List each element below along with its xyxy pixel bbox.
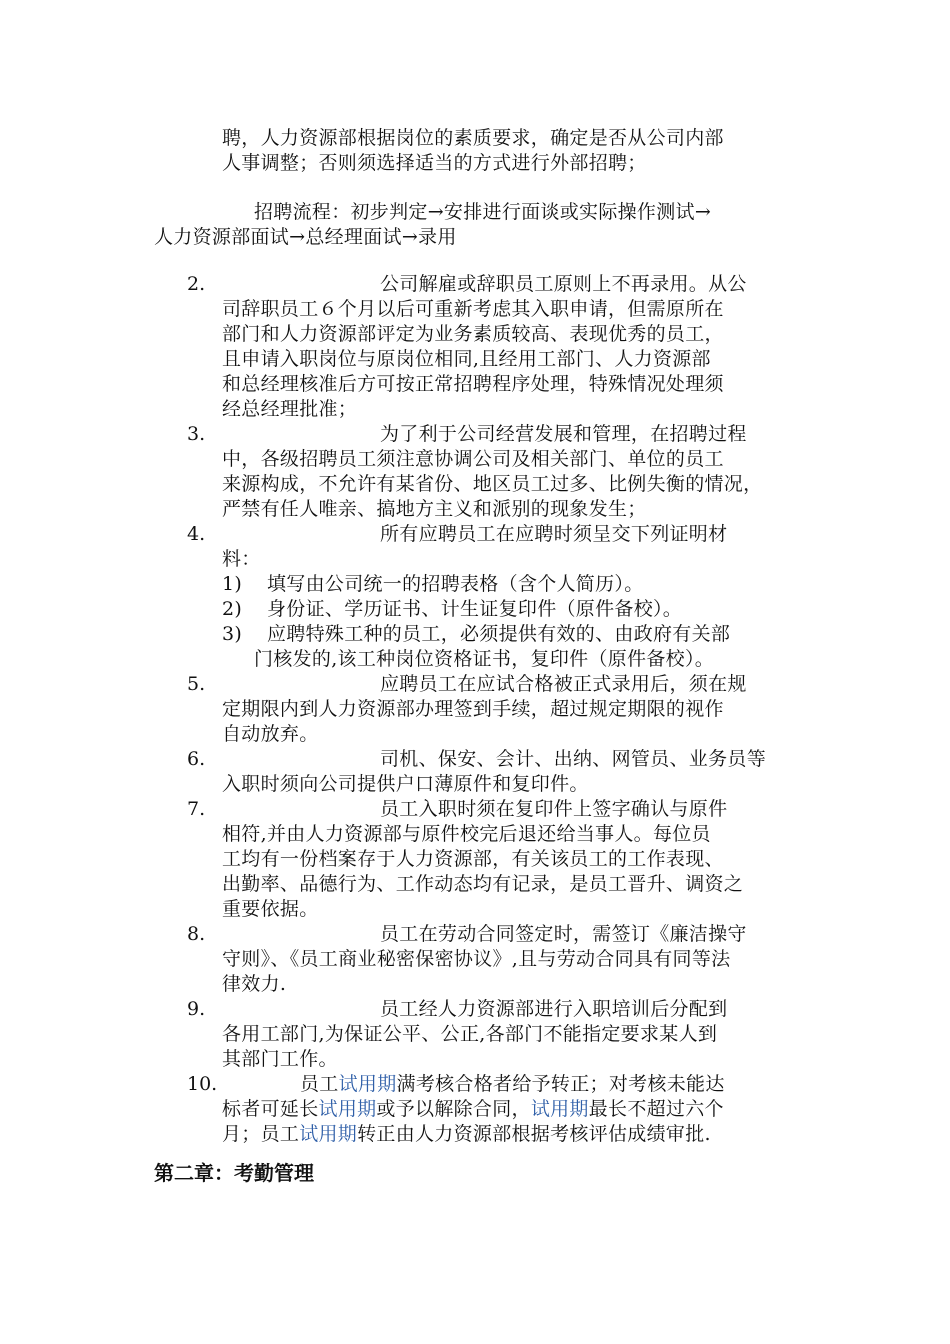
item-line: 守则》、《员工商业秘密保密协议》,且与劳动合同具有同等法 xyxy=(222,948,731,970)
text-run: 或予以解除合同， xyxy=(376,1098,531,1120)
chapter-heading: 第二章：考勤管理 xyxy=(154,1161,314,1185)
subitem-number: 2) xyxy=(222,598,243,620)
item-line: 入职时须向公司提供户口薄原件和复印件。 xyxy=(222,773,589,795)
highlight-link[interactable]: 试用期 xyxy=(299,1123,358,1145)
item-number: 9. xyxy=(187,998,206,1020)
subitem-text: 填写由公司统一的招聘表格（含个人简历）。 xyxy=(267,573,644,595)
item-number: 2. xyxy=(187,273,206,295)
text-run: 满考核合格者给予转正；对考核未能达 xyxy=(396,1073,725,1095)
item-line: 重要依据。 xyxy=(222,898,319,920)
item-line: 且申请入职岗位与原岗位相同,且经用工部门、人力资源部 xyxy=(222,348,711,370)
intro-line-1: 聘，人力资源部根据岗位的素质要求，确定是否从公司内部 xyxy=(222,127,724,149)
item-line: 和总经理核准后方可按正常招聘程序处理，特殊情况处理须 xyxy=(222,373,724,395)
subitem-number: 3) xyxy=(222,623,243,645)
item10-line-2 xyxy=(222,1097,724,1122)
item10-line-1 xyxy=(300,1072,725,1097)
item-number: 5. xyxy=(187,673,206,695)
item-line: 各用工部门,为保证公平、公正,各部门不能指定要求某人到 xyxy=(222,1023,718,1045)
item-number: 10. xyxy=(187,1073,218,1095)
item-line: 出勤率、品德行为、工作动态均有记录，是员工晋升、调资之 xyxy=(222,873,744,895)
item-line: 经总经理批准； xyxy=(222,398,358,420)
text-run: 标者可延长 xyxy=(222,1098,319,1120)
subitem-text: 应聘特殊工种的员工，必须提供有效的、由政府有关部 xyxy=(267,623,731,645)
item-line: 自动放弃。 xyxy=(222,723,319,745)
text-run: 最长不超过六个 xyxy=(588,1098,724,1120)
item-line: 公司解雇或辞职员工原则上不再录用。从公 xyxy=(380,273,747,295)
flow-line-2: 人力资源部面试→总经理面试→录用 xyxy=(154,226,457,248)
subitem-number: 1) xyxy=(222,573,243,595)
item-line: 员工在劳动合同签定时，需签订《廉洁操守 xyxy=(380,923,747,945)
text-run: 月；员工 xyxy=(222,1123,300,1145)
item-line: 员工入职时须在复印件上签字确认与原件 xyxy=(380,798,728,820)
item-number: 7. xyxy=(187,798,206,820)
text-run: 转正由人力资源部根据考核评估成绩审批. xyxy=(357,1123,711,1145)
item-line: 中，各级招聘员工须注意协调公司及相关部门、单位的员工 xyxy=(222,448,724,470)
item-line: 工均有一份档案存于人力资源部，有关该员工的工作表现、 xyxy=(222,848,724,870)
highlight-link[interactable]: 试用期 xyxy=(530,1098,589,1120)
item-number: 4. xyxy=(187,523,206,545)
intro-line-2: 人事调整；否则须选择适当的方式进行外部招聘； xyxy=(222,152,647,174)
item-line: 员工经人力资源部进行入职培训后分配到 xyxy=(380,998,728,1020)
item-line: 所有应聘员工在应聘时须呈交下列证明材 xyxy=(380,523,728,545)
item-line: 为了利于公司经营发展和管理，在招聘过程 xyxy=(380,423,747,445)
item-number: 3. xyxy=(187,423,206,445)
item10-line-3 xyxy=(222,1122,711,1147)
item-line: 定期限内到人力资源部办理签到手续，超过规定期限的视作 xyxy=(222,698,724,720)
item-line: 司辞职员工６个月以后可重新考虑其入职申请，但需原所在 xyxy=(222,298,724,320)
item-line: 其部门工作。 xyxy=(222,1048,338,1070)
item-number: 8. xyxy=(187,923,206,945)
item-line: 司机、保安、会计、出纳、网管员、业务员等 xyxy=(380,748,767,770)
subitem-text: 门核发的,该工种岗位资格证书，复印件（原件备校）。 xyxy=(254,648,715,670)
item-line: 来源构成，不允许有某省份、地区员工过多、比例失衡的情况， xyxy=(222,473,763,495)
item-line: 部门和人力资源部评定为业务素质较高、表现优秀的员工， xyxy=(222,323,724,345)
subitem-text: 身份证、学历证书、计生证复印件（原件备校）。 xyxy=(267,598,683,620)
item-line: 应聘员工在应试合格被正式录用后，须在规 xyxy=(380,673,747,695)
item-line: 严禁有任人唯亲、搞地方主义和派别的现象发生； xyxy=(222,498,647,520)
item-line: 相符,并由人力资源部与原件校完后退还给当事人。每位员 xyxy=(222,823,711,845)
highlight-link[interactable]: 试用期 xyxy=(338,1073,397,1095)
text-run: 员工 xyxy=(300,1073,339,1095)
item-number: 6. xyxy=(187,748,206,770)
item-line: 律效力. xyxy=(222,973,287,995)
flow-line-1: 招聘流程：初步判定→安排进行面谈或实际操作测试→ xyxy=(254,201,712,223)
highlight-link[interactable]: 试用期 xyxy=(318,1098,377,1120)
item-line: 料： xyxy=(222,548,261,570)
